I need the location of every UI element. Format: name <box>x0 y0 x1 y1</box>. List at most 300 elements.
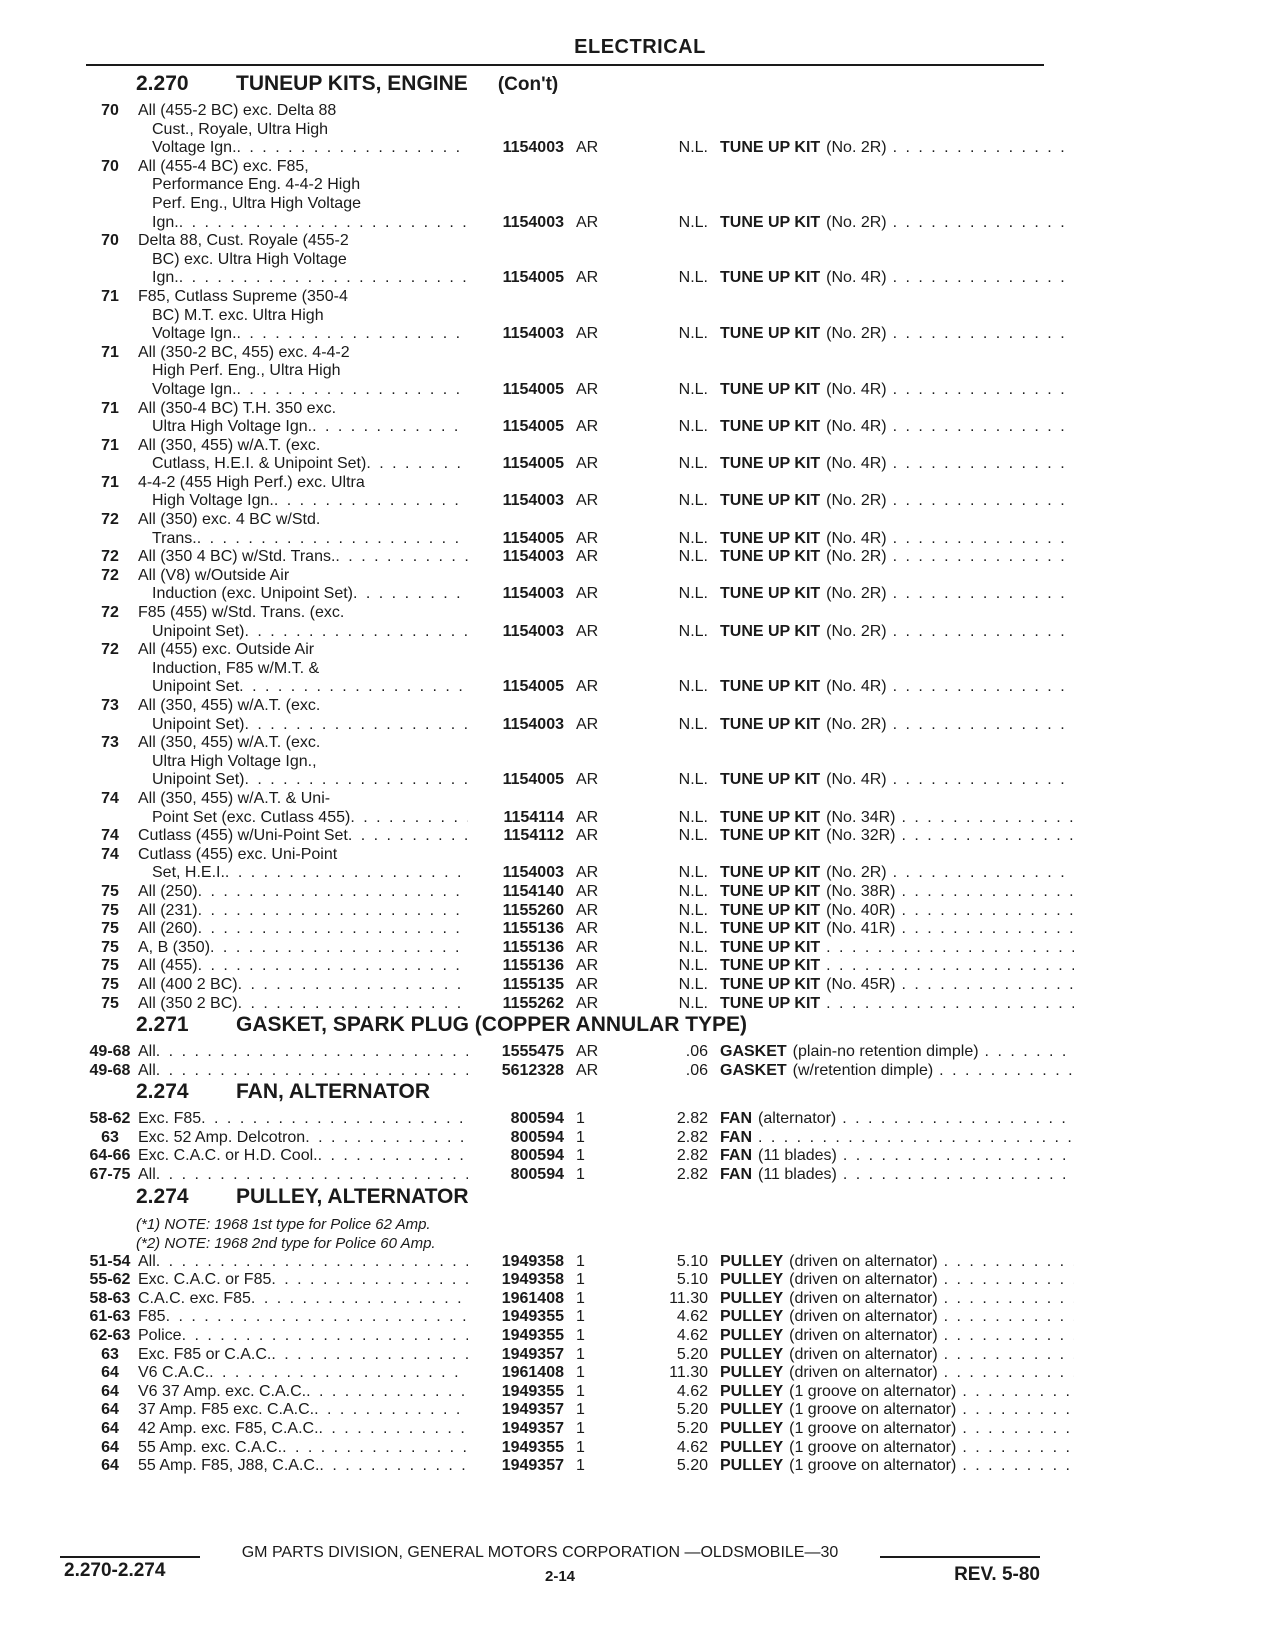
quantity: 1 <box>576 1289 585 1307</box>
part-description <box>720 809 1074 828</box>
application-line: All (350, 455) w/A.T. (exc. <box>138 734 321 752</box>
part-name: TUNE UP KIT <box>720 548 821 566</box>
part-description <box>720 1420 1074 1439</box>
leader-dots <box>962 1420 1074 1439</box>
quantity: 1 <box>576 1308 585 1326</box>
entry-year: 51-54 <box>89 1252 131 1270</box>
section-note: (*2) NOTE: 1968 2nd type for Police 60 Amp. <box>136 1234 436 1252</box>
application-line: All (350) exc. 4 BC w/Std. <box>138 511 321 529</box>
entry-values <box>468 548 1074 567</box>
entry-values <box>468 1147 1074 1166</box>
part-number: 1154003 <box>502 585 564 603</box>
application-line <box>138 1327 468 1346</box>
price: N.L. <box>678 418 708 436</box>
application-line <box>138 623 468 642</box>
entry-year: 58-62 <box>89 1110 131 1128</box>
part-qualifier: (driven on alternator) <box>789 1327 938 1345</box>
price: .06 <box>685 1061 708 1079</box>
part-number: 800594 <box>510 1110 564 1128</box>
quantity: AR <box>576 994 599 1012</box>
part-description <box>720 381 1074 400</box>
entry-year: 67-75 <box>89 1166 131 1184</box>
entry-year: 75 <box>101 938 119 956</box>
application-line <box>138 214 468 233</box>
price: N.L. <box>678 678 708 696</box>
price: N.L. <box>678 771 708 789</box>
entry-year: 73 <box>101 734 119 752</box>
application-text: Cutlass (455) w/Uni-Point Set <box>138 827 348 845</box>
entry-values <box>468 976 1074 995</box>
catalog-entry <box>86 232 1046 288</box>
entry-values <box>468 939 1074 958</box>
entry-application <box>134 1439 468 1458</box>
leader-dots <box>198 902 468 921</box>
application-line: High Perf. Eng., Ultra High <box>152 362 341 380</box>
entry-year: 64-66 <box>89 1147 131 1165</box>
entry-application <box>134 1110 468 1129</box>
part-number: 5612328 <box>501 1061 564 1079</box>
entry-values-row <box>468 939 1074 958</box>
entry-application <box>134 567 468 604</box>
part-qualifier: (driven on alternator) <box>789 1308 938 1326</box>
entry-year: 64 <box>101 1364 119 1382</box>
entry-values <box>468 790 1074 827</box>
application-line: BC) M.T. exc. Ultra High <box>152 306 324 324</box>
part-name: TUNE UP KIT <box>720 269 821 287</box>
application-line <box>138 1062 468 1081</box>
quantity: AR <box>576 380 599 398</box>
entry-values-row <box>468 1383 1074 1402</box>
leader-dots <box>237 139 468 158</box>
part-qualifier: (driven on alternator) <box>789 1364 938 1382</box>
part-name: FAN <box>720 1166 752 1184</box>
part-description <box>720 585 1074 604</box>
application-line: All (455-2 BC) exc. Delta 88 <box>138 102 337 119</box>
part-name: GASKET <box>720 1061 787 1079</box>
entry-year: 75 <box>101 920 119 938</box>
entry-values-row <box>468 1420 1074 1439</box>
price: N.L. <box>678 827 708 845</box>
part-qualifier: (No. 4R) <box>826 678 887 696</box>
part-qualifier: (No. 2R) <box>826 548 887 566</box>
part-name: TUNE UP KIT <box>720 585 821 603</box>
application-line: All (350-4 BC) T.H. 350 exc. <box>138 399 337 417</box>
part-name: TUNE UP KIT <box>720 994 821 1012</box>
leader-dots <box>245 771 469 790</box>
leader-dots <box>366 455 468 474</box>
catalog-entry <box>86 474 1046 511</box>
part-name: TUNE UP KIT <box>720 975 821 993</box>
price: N.L. <box>678 455 708 473</box>
entry-application <box>134 158 468 232</box>
entry-values-row <box>468 1327 1074 1346</box>
part-description <box>720 1327 1074 1346</box>
quantity: 1 <box>576 1345 585 1363</box>
application-line <box>138 455 468 474</box>
entry-values-row <box>468 1364 1074 1383</box>
part-name: TUNE UP KIT <box>720 213 821 231</box>
part-number: 1154005 <box>502 455 564 473</box>
application-line: Cutlass (455) exc. Uni-Point <box>138 845 338 863</box>
leader-dots <box>962 1383 1074 1402</box>
entry-application <box>134 883 468 902</box>
quantity: AR <box>576 1061 599 1079</box>
entry-application <box>134 344 468 400</box>
leader-dots <box>251 1290 468 1309</box>
entry-year: 73 <box>101 697 119 714</box>
section-heading <box>86 1185 1046 1215</box>
leader-dots <box>893 585 1074 604</box>
entry-application <box>134 548 468 567</box>
leader-dots <box>225 864 468 883</box>
part-qualifier: (No. 2R) <box>826 492 887 510</box>
entry-values-row <box>468 883 1074 902</box>
part-name: TUNE UP KIT <box>720 455 821 473</box>
part-number: 1949357 <box>501 1420 564 1437</box>
part-name: TUNE UP KIT <box>720 139 821 157</box>
leader-dots <box>156 1062 468 1081</box>
entry-year: 72 <box>101 641 119 659</box>
quantity: AR <box>576 901 599 919</box>
part-number: 1154005 <box>502 418 564 436</box>
entry-values-row <box>468 1346 1074 1365</box>
price: N.L. <box>678 139 708 157</box>
application-line <box>138 1401 468 1420</box>
quantity: AR <box>576 938 599 956</box>
catalog-entry <box>86 604 1046 641</box>
footer-rule-left <box>60 1556 200 1558</box>
part-qualifier: (11 blades) <box>758 1166 837 1184</box>
quantity: AR <box>576 139 599 157</box>
application-line: All (455) exc. Outside Air <box>138 641 315 659</box>
leader-dots <box>843 1166 1074 1185</box>
leader-dots <box>902 827 1074 846</box>
part-name: TUNE UP KIT <box>720 492 821 510</box>
leader-dots <box>238 976 468 995</box>
entry-values-row <box>468 995 1074 1014</box>
application-line <box>138 1147 468 1166</box>
application-line <box>138 530 468 549</box>
quantity: AR <box>576 492 599 510</box>
part-description <box>720 1457 1074 1476</box>
footer-page-number: 2-14 <box>544 1568 576 1585</box>
leader-dots <box>314 1401 468 1420</box>
entry-application <box>134 641 468 697</box>
entry-application <box>134 1457 468 1476</box>
part-description <box>720 548 1074 567</box>
quantity: AR <box>576 1043 599 1061</box>
price: 11.30 <box>669 1289 708 1307</box>
entry-application <box>134 790 468 827</box>
part-number: 1555475 <box>501 1043 564 1061</box>
application-line <box>138 864 468 883</box>
entry-values-row <box>468 1401 1074 1420</box>
application-text: All (260) <box>138 920 198 938</box>
part-name: TUNE UP KIT <box>720 808 821 826</box>
entry-values-row <box>468 771 1074 790</box>
part-number: 800594 <box>510 1166 564 1184</box>
price: .06 <box>685 1043 708 1061</box>
part-number: 1154005 <box>502 529 564 547</box>
entry-application <box>134 957 468 976</box>
price: N.L. <box>678 492 708 510</box>
catalog-entry <box>86 344 1046 400</box>
entry-values <box>468 1253 1074 1272</box>
application-line <box>138 548 468 567</box>
price: N.L. <box>678 269 708 287</box>
part-qualifier: (No. 2R) <box>826 213 887 231</box>
entry-year: 58-63 <box>89 1289 131 1307</box>
catalog-entry <box>86 1364 1046 1383</box>
entry-year: 75 <box>101 975 119 993</box>
entry-values <box>468 344 1074 400</box>
application-line: Induction, F85 w/M.T. & <box>152 659 320 677</box>
entry-values <box>468 474 1074 511</box>
entry-year: 63 <box>101 1345 119 1363</box>
leader-dots <box>826 957 1074 976</box>
leader-dots <box>166 1308 468 1327</box>
application-line <box>138 957 468 976</box>
application-text: Police <box>138 1327 182 1345</box>
part-qualifier: (1 groove on alternator) <box>789 1420 957 1437</box>
part-description <box>720 1147 1074 1166</box>
entry-values-row <box>468 1253 1074 1272</box>
part-description <box>720 1383 1074 1402</box>
part-description <box>720 957 1074 976</box>
running-head-title: ELECTRICAL <box>574 36 706 58</box>
entry-year: 71 <box>101 287 119 305</box>
price: N.L. <box>678 920 708 938</box>
application-text: Cutlass, H.E.I. & Unipoint Set) <box>152 455 367 473</box>
leader-dots <box>893 678 1074 697</box>
quantity: 1 <box>576 1401 585 1419</box>
entry-application <box>134 474 468 511</box>
part-name: PULLEY <box>720 1420 784 1437</box>
application-text: All <box>138 1043 156 1061</box>
leader-dots <box>944 1308 1074 1327</box>
quantity: AR <box>576 678 599 696</box>
quantity: AR <box>576 529 599 547</box>
entry-values <box>468 567 1074 604</box>
application-text: All (350 2 BC) <box>138 994 238 1012</box>
application-line: All (350, 455) w/A.T. (exc. <box>138 697 321 714</box>
entry-application <box>134 976 468 995</box>
part-description <box>720 995 1074 1014</box>
part-name: TUNE UP KIT <box>720 920 821 938</box>
leader-dots <box>274 492 468 511</box>
price: 4.62 <box>676 1327 708 1345</box>
leader-dots <box>319 1457 468 1476</box>
part-qualifier: (No. 45R) <box>826 975 896 993</box>
leader-dots <box>826 995 1074 1014</box>
catalog-entry <box>86 1110 1046 1129</box>
leader-dots <box>944 1253 1074 1272</box>
entry-values <box>468 511 1074 548</box>
leader-dots <box>318 1147 468 1166</box>
application-text: Exc. 52 Amp. Delcotron <box>138 1128 306 1146</box>
part-qualifier: (No. 32R) <box>826 827 896 845</box>
leader-dots <box>944 1290 1074 1309</box>
entry-values-row <box>468 1308 1074 1327</box>
part-description <box>720 827 1074 846</box>
application-line <box>138 325 468 344</box>
catalog-entry <box>86 995 1046 1014</box>
leader-dots <box>319 1420 468 1439</box>
quantity: 1 <box>576 1364 585 1382</box>
leader-dots <box>893 214 1074 233</box>
quantity: 1 <box>576 1128 585 1146</box>
part-description <box>720 678 1074 697</box>
part-qualifier: (alternator) <box>758 1110 837 1128</box>
entry-values <box>468 1383 1074 1402</box>
section-number: 2.274 <box>136 1080 189 1104</box>
part-name: TUNE UP KIT <box>720 529 821 547</box>
part-description <box>720 976 1074 995</box>
entry-application <box>134 920 468 939</box>
quantity: AR <box>576 771 599 789</box>
leader-dots <box>893 139 1074 158</box>
part-name: TUNE UP KIT <box>720 957 821 975</box>
part-description <box>720 1129 1074 1148</box>
price: 5.20 <box>676 1457 708 1475</box>
entry-values <box>468 1439 1074 1458</box>
catalog-entry <box>86 734 1046 790</box>
part-qualifier: (driven on alternator) <box>789 1252 938 1270</box>
part-number: 1154003 <box>502 492 564 510</box>
part-description <box>720 1308 1074 1327</box>
leader-dots <box>156 1043 468 1062</box>
part-description <box>720 939 1074 958</box>
catalog-entry <box>86 102 1046 158</box>
part-number: 1949355 <box>501 1382 564 1400</box>
part-number: 800594 <box>510 1128 564 1146</box>
catalog-entry <box>86 288 1046 344</box>
part-number: 1154114 <box>503 808 564 826</box>
part-name: PULLEY <box>720 1438 784 1456</box>
entry-values <box>468 1290 1074 1309</box>
application-line <box>138 902 468 921</box>
price: 4.62 <box>676 1382 708 1400</box>
leader-dots <box>893 418 1074 437</box>
part-name: FAN <box>720 1147 752 1165</box>
application-text: 37 Amp. F85 exc. C.A.C. <box>138 1401 315 1419</box>
entry-values <box>468 604 1074 641</box>
part-description <box>720 1346 1074 1365</box>
application-text: All <box>138 1252 156 1270</box>
leader-dots <box>245 716 469 735</box>
application-text: Ultra High Voltage Ign. <box>152 418 313 436</box>
part-number: 1154112 <box>503 827 564 845</box>
entry-year: 64 <box>101 1457 119 1475</box>
leader-dots <box>843 1147 1074 1166</box>
price: 4.62 <box>676 1308 708 1326</box>
section-note: (*1) NOTE: 1968 1st type for Police 62 Amp. <box>136 1215 431 1233</box>
entry-application <box>134 734 468 790</box>
part-description <box>720 269 1074 288</box>
catalog-entry <box>86 939 1046 958</box>
part-name: TUNE UP KIT <box>720 771 821 789</box>
part-number: 1154003 <box>502 622 564 640</box>
entry-values <box>468 1166 1074 1185</box>
part-description <box>720 1062 1074 1081</box>
price: 4.62 <box>676 1438 708 1456</box>
catalog-entry <box>86 1346 1046 1365</box>
part-description <box>720 214 1074 233</box>
entry-values-row <box>468 1457 1074 1476</box>
part-name: PULLEY <box>720 1271 784 1289</box>
application-text: V6 37 Amp. exc. C.A.C. <box>138 1382 307 1400</box>
entry-values <box>468 641 1074 697</box>
leader-dots <box>239 678 468 697</box>
part-qualifier: (1 groove on alternator) <box>789 1401 957 1419</box>
catalog-entry <box>86 641 1046 697</box>
entry-year: 64 <box>101 1420 119 1437</box>
catalog-entry <box>86 1043 1046 1062</box>
part-description <box>720 716 1074 735</box>
entry-values-row <box>468 1043 1074 1062</box>
quantity: AR <box>576 864 599 882</box>
application-line <box>138 1420 468 1439</box>
leader-dots <box>209 1364 468 1383</box>
leader-dots <box>348 827 468 846</box>
part-number: 1949355 <box>501 1308 564 1326</box>
part-name: PULLEY <box>720 1401 784 1419</box>
catalog-entry <box>86 1129 1046 1148</box>
part-name: TUNE UP KIT <box>720 901 821 919</box>
leader-dots <box>237 325 468 344</box>
price: N.L. <box>678 622 708 640</box>
entry-application <box>134 1308 468 1327</box>
part-description <box>720 1253 1074 1272</box>
catalog-entry <box>86 1147 1046 1166</box>
quantity: AR <box>576 269 599 287</box>
application-line <box>138 827 468 846</box>
entry-values <box>468 437 1074 474</box>
application-text: Set, H.E.I. <box>152 864 225 882</box>
catalog-entry <box>86 1383 1046 1402</box>
entry-application <box>134 1166 468 1185</box>
application-line <box>138 1457 468 1476</box>
leader-dots <box>758 1129 1074 1148</box>
entry-values-row <box>468 1439 1074 1458</box>
application-text: Induction (exc. Unipoint Set) <box>152 585 353 603</box>
entry-year: 70 <box>101 157 119 175</box>
part-description <box>720 920 1074 939</box>
application-line: Cust., Royale, Ultra High <box>152 120 329 138</box>
entry-year: 75 <box>101 957 119 975</box>
application-line: All (350, 455) w/A.T. (exc. <box>138 436 321 454</box>
leader-dots <box>893 623 1074 642</box>
price: 11.30 <box>669 1364 708 1382</box>
part-qualifier: (No. 4R) <box>826 418 887 436</box>
part-description <box>720 530 1074 549</box>
catalog-entry <box>86 437 1046 474</box>
application-line <box>138 678 468 697</box>
part-qualifier: (1 groove on alternator) <box>789 1438 957 1456</box>
footer-revision: REV. 5-80 <box>954 1564 1040 1585</box>
application-line <box>138 1271 468 1290</box>
leader-dots <box>902 920 1074 939</box>
entry-values-row <box>468 269 1074 288</box>
part-number: 1155136 <box>502 920 564 938</box>
entry-year: 75 <box>101 994 119 1012</box>
entry-year: 72 <box>101 511 119 529</box>
quantity: AR <box>576 418 599 436</box>
entry-application <box>134 1383 468 1402</box>
application-text: Exc. F85 <box>138 1110 202 1128</box>
leader-dots <box>210 939 468 958</box>
application-text: All (400 2 BC) <box>138 975 238 993</box>
